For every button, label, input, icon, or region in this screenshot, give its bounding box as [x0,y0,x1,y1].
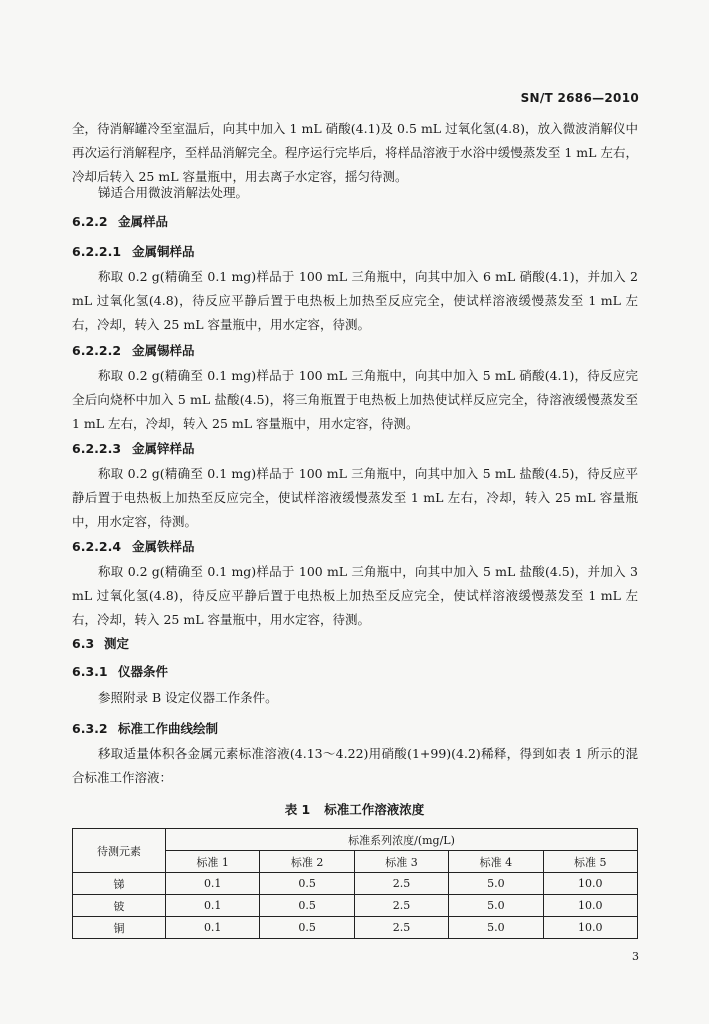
value-cell: 0.1 [166,895,260,917]
heading-6-3 [72,634,129,652]
heading-6-3-2 [72,719,218,737]
paragraph-copper: 称取 0.2 g(精确至 0.1 mg)样品于 100 mL 三角瓶中，向其中加入 6 mL 硝酸(4.1)，并加入 2 mL 过氧化氢(4.8)，待反应平静后置于电热板上加热至反应完全，使试样溶液缓慢蒸发至 1 mL 左右，冷却，转入 25 mL 容量瓶中，用水定容，待测。 [72,269,638,332]
value-cell: 2.5 [354,873,448,895]
heading-number: 6.3 [72,636,95,651]
standard-header: SN/T 2686—2010 [520,91,639,105]
value-cell: 10.0 [543,917,637,939]
table-column-header: 标准 2 [260,851,354,873]
page-number: 3 [632,950,639,963]
value-cell: 5.0 [449,917,543,939]
table-row [73,895,638,917]
paragraph-instrument: 参照附录 B 设定仪器工作条件。 [98,690,278,705]
value-cell: 10.0 [543,895,637,917]
value-cell: 5.0 [449,873,543,895]
heading-number: 6.2.2.3 [72,441,122,456]
heading-6-2-2-3 [72,439,195,457]
table-group-header: 标准系列浓度/(mg/L) [166,829,638,851]
value-cell: 10.0 [543,873,637,895]
element-cell: 铜 [73,917,166,939]
heading-6-2-2-2 [72,341,195,359]
table-column-header: 标准 4 [449,851,543,873]
value-cell: 0.5 [260,873,354,895]
heading-title: 金属锡样品 [132,343,195,358]
heading-number: 6.2.2.2 [72,343,122,358]
heading-6-2-2-1 [72,242,195,260]
heading-title: 金属铜样品 [132,244,195,259]
heading-title: 金属样品 [118,214,169,229]
heading-title: 金属铁样品 [132,539,195,554]
heading-title: 标准工作曲线绘制 [118,721,219,736]
heading-number: 6.2.2.4 [72,539,122,554]
heading-title: 仪器条件 [118,664,169,679]
heading-number: 6.3.1 [72,664,108,679]
value-cell: 0.5 [260,895,354,917]
standard-solution-table [72,828,638,939]
paragraph-iron: 称取 0.2 g(精确至 0.1 mg)样品于 100 mL 三角瓶中，向其中加入 5 mL 盐酸(4.5)，并加入 3 mL 过氧化氢(4.8)，待反应平静后置于电热板上加热至反应完全，使试样溶液缓慢蒸发至 1 mL 左右，冷却，转入 25 mL 容量瓶中，用水定容，待测。 [72,564,638,627]
heading-6-3-1 [72,662,168,680]
value-cell: 5.0 [449,895,543,917]
paragraph-calibration: 移取适量体积各金属元素标准溶液(4.13～4.22)用硝酸(1+99)(4.2)稀释，得到如表 1 所示的混合标准工作溶液： [72,746,638,785]
heading-number: 6.2.2 [72,214,108,229]
table-caption-title: 标准工作溶液浓度 [324,802,425,817]
table-row-header: 待测元素 [73,829,166,873]
element-cell: 锑 [73,873,166,895]
heading-number: 6.2.2.1 [72,244,122,259]
value-cell: 2.5 [354,917,448,939]
paragraph-continuation: 全，待消解罐冷至室温后，向其中加入 1 mL 硝酸(4.1)及 0.5 mL 过氧化氢(4.8)，放入微波消解仪中再次运行消解程序，至样品消解完全。程序运行完毕后，将样品溶液于水浴中缓慢蒸发至 1 mL 左右，冷却后转入 25 mL 容量瓶中，用去离子水定容，摇匀待测。 [72,121,638,184]
value-cell: 2.5 [354,895,448,917]
heading-title: 金属锌样品 [132,441,195,456]
heading-number: 6.3.2 [72,721,108,736]
value-cell: 0.5 [260,917,354,939]
table-row [73,917,638,939]
table-caption [0,800,709,818]
paragraph-antimony-note: 锑适合用微波消解法处理。 [98,185,249,200]
element-cell: 铍 [73,895,166,917]
heading-title: 测定 [104,636,130,651]
heading-6-2-2-4 [72,537,195,555]
table-column-header: 标准 3 [354,851,448,873]
table-column-header: 标准 5 [543,851,637,873]
heading-6-2-2 [72,212,168,230]
table-column-header: 标准 1 [166,851,260,873]
table-caption-number: 表 1 [284,802,311,817]
table-row [73,873,638,895]
paragraph-zinc: 称取 0.2 g(精确至 0.1 mg)样品于 100 mL 三角瓶中，向其中加入 5 mL 盐酸(4.5)，待反应平静后置于电热板上加热至反应完全，使试样溶液缓慢蒸发至 1 mL 左右，冷却，转入 25 mL 容量瓶中，用水定容，待测。 [72,466,638,529]
value-cell: 0.1 [166,873,260,895]
paragraph-tin: 称取 0.2 g(精确至 0.1 mg)样品于 100 mL 三角瓶中，向其中加入 5 mL 硝酸(4.1)，待反应完全后向烧杯中加入 5 mL 盐酸(4.5)，将三角瓶置于电热板上加热使试样反应完全，待溶液缓慢蒸发至 1 mL 左右，冷却，转入 25 mL 容量瓶中，用水定容，待测。 [72,368,638,431]
value-cell: 0.1 [166,917,260,939]
